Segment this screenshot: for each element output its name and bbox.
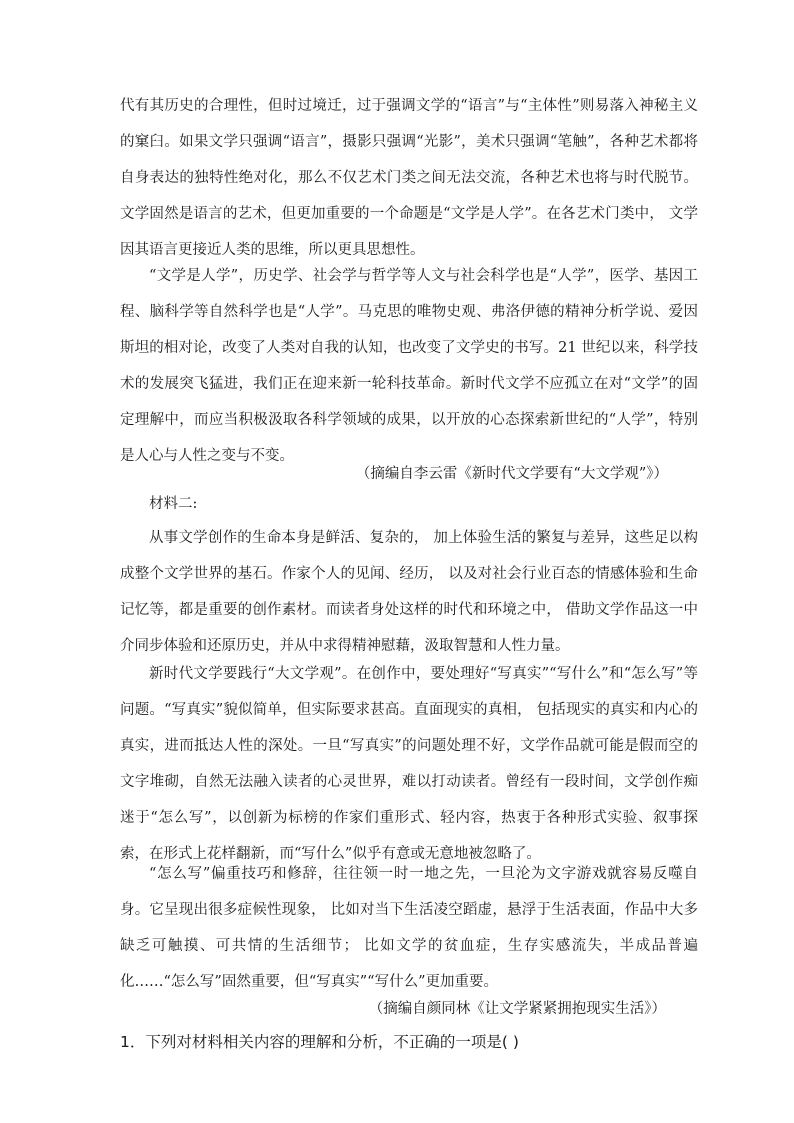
paragraph-5: “怎么写”偏重技巧和修辞，往往领一时一地之先，一旦沦为文字游戏就容易反噬自身。它呈现出很多症候性现象， 比如对当下生活凌空蹈虚，悬浮于生活表面，作品中大多缺乏可触摸、可共情的生活细节； 比如文学的贫血症，生存实感流失，半成品普遍化……“怎么写”固然重要，但“写真实”“写什么”更加重要。 <box>120 866 698 990</box>
source-citation-1: （摘编自李云雷《新时代文学要有“大文学观”》） <box>355 466 668 482</box>
paragraph-2: “文学是人学”，历史学、社会学与哲学等人文与社会科学也是“人学”，医学、基因工程、脑科学等自然科学也是“人学”。马克思的唯物史观、弗洛伊德的精神分析学说、爱因斯坦的相对论，改变了人类对自我的认知，也改变了文学史的书写。21 世纪以来，科学技术的发展突飞猛进，我们正在迎来新一轮科技革命。新时代文学不应孤立在对“文学”的固定理解中，而应当积极汲取各科学领域的成果，以开放的心态探索新世纪的“人学”，特别是人心与人性之变与不变。 <box>120 268 698 464</box>
material-two-label: 材料二: <box>149 496 198 512</box>
source-citation-2: （摘编自颜同林《让文学紧紧拥抱现实生活》） <box>368 1001 666 1017</box>
paragraph-3: 从事文学创作的生命本身是鲜活、复杂的， 加上体验生活的繁复与差异，这些足以构成整个文学世界的基石。作家个人的见闻、经历， 以及对社会行业百态的情感体验和生命记忆等，都是重要的创作素材。而读者身处这样的时代和环境之中， 借助文学作品这一中介同步体验和还原历史，并从中求得精神慰藉，汲取智慧和人性力量。 <box>120 530 698 654</box>
question-1: 1．下列对材料相关内容的理解和分析，不正确的一项是( ) <box>120 1033 519 1051</box>
paragraph-1: 代有其历史的合理性，但时过境迁，过于强调文学的“语言”与“主体性”则易落入神秘主义的窠臼。如果文学只强调“语言”，摄影只强调“光影”，美术只强调“笔触”，各种艺术都将自身表达的独特性绝对化，那么不仅艺术门类之间无法交流，各种艺术也将与时代脱节。文学固然是语言的艺术，但更加重要的一个命题是“文学是人学”。在各艺术门类中， 文学因其语言更接近人类的思维，所以更具思想性。 <box>120 98 698 258</box>
paragraph-4: 新时代文学要践行“大文学观”。在创作中，要处理好“写真实”“写什么”和“怎么写”等问题。“写真实”貌似简单，但实际要求甚高。直面现实的真相， 包括现实的真实和内心的真实，进而抵达人性的深处。一旦“写真实”的问题处理不好，文学作品就可能是假而空的文字堆砌，自然无法融入读者的心灵世界，难以打动读者。曾经有一段时间，文学创作痴迷于“怎么写”，以创新为标榜的作家们重形式、轻内容，热衷于各种形式实验、叙事探索，在形式上花样翻新，而“写什么”似乎有意或无意地被忽略了。 <box>120 666 698 862</box>
